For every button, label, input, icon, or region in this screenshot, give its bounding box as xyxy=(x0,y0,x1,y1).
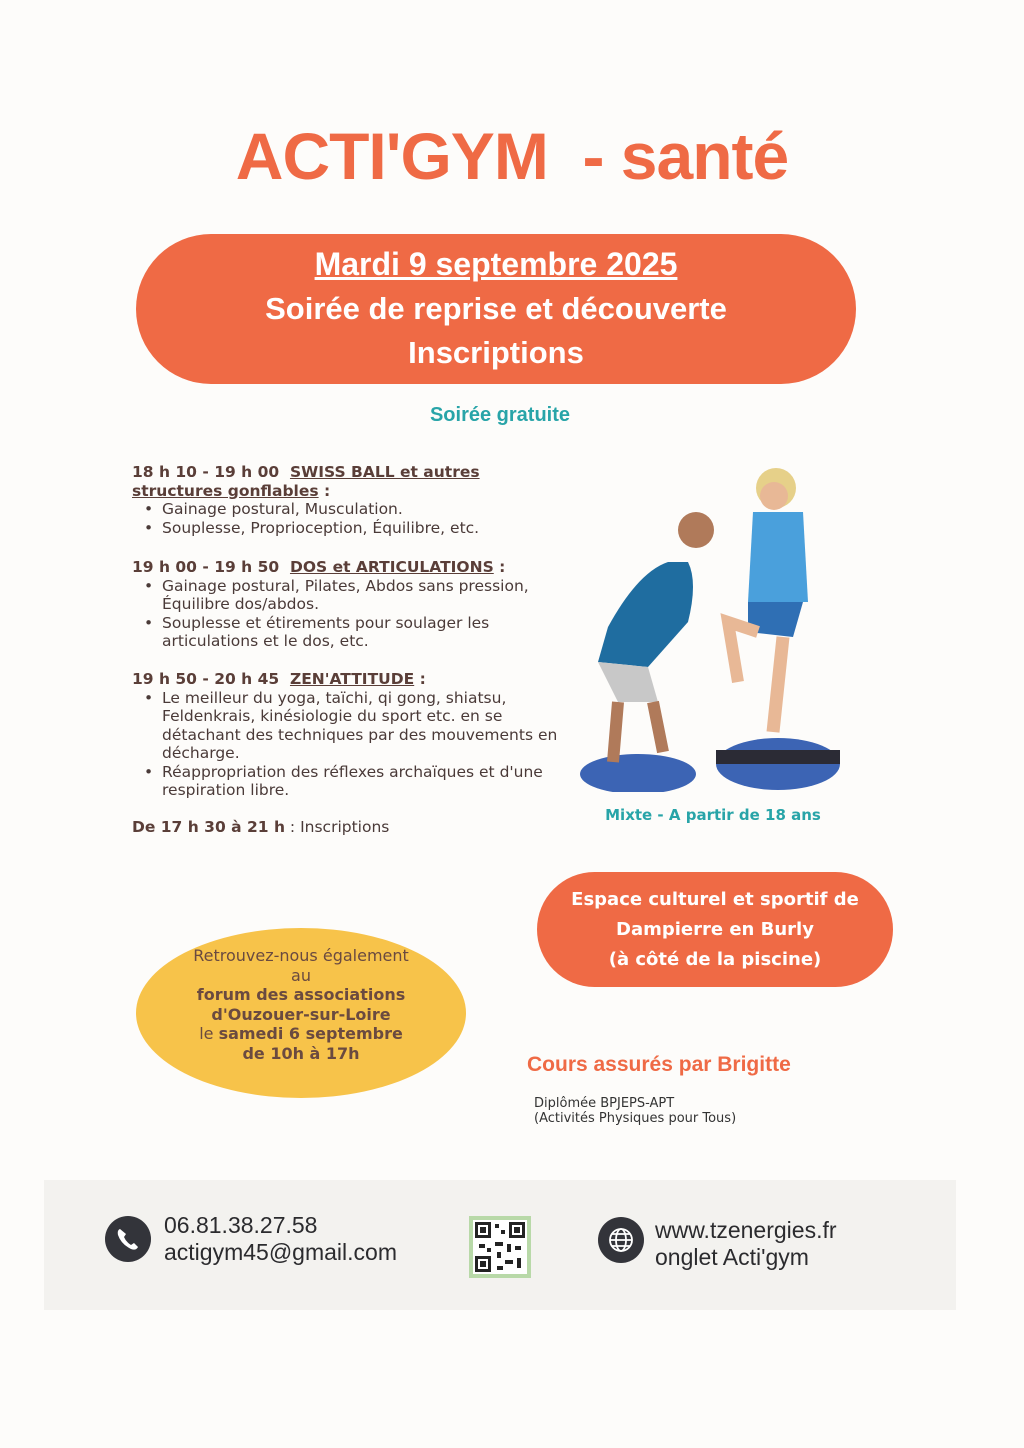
website-info xyxy=(655,1217,837,1271)
program-name: DOS et ARTICULATIONS xyxy=(289,558,494,576)
qr-code xyxy=(469,1216,531,1278)
forum-bubble: Retrouvez-nous également au forum des associations d'Ouzouer-sur-Loire le samedi 6 septembre de 10h à 17h xyxy=(136,928,466,1098)
fitness-photo xyxy=(578,452,840,792)
program-time: 18 h 10 - 19 h 00 xyxy=(132,463,280,481)
list-item: • Le meilleur du yoga, taïchi, qi gong, shiatsu, Feldenkrais, kinésiologie du sport etc. en se détachant des techniques par des mouvements en décharge. xyxy=(162,689,572,763)
event-subtitle: Soirée de reprise et découverte xyxy=(265,291,727,326)
list-item: • Gainage postural, Musculation. xyxy=(162,500,572,519)
program-time: 19 h 50 - 20 h 45 xyxy=(132,670,280,688)
list-item: • Gainage postural, Pilates, Abdos sans pression, Équilibre dos/abdos. xyxy=(162,577,572,614)
program-time: 19 h 00 - 19 h 50 xyxy=(132,558,280,576)
globe-icon xyxy=(598,1217,644,1263)
coach-heading: Cours assurés par Brigitte xyxy=(527,1053,791,1076)
audience-label: Mixte - A partir de 18 ans xyxy=(605,806,821,824)
registration-line: De 17 h 30 à 21 h : Inscriptions xyxy=(132,818,390,836)
event-banner xyxy=(136,234,856,384)
website-link[interactable]: www.tzenergies.fr xyxy=(655,1217,837,1243)
phone-email xyxy=(164,1212,397,1266)
diploma-note: Diplômée BPJEPS-APT (Activités Physiques pour Tous) xyxy=(534,1096,737,1126)
event-registration: Inscriptions xyxy=(408,335,584,370)
free-label: Soirée gratuite xyxy=(429,404,571,426)
program-block-3: 19 h 50 - 20 h 45 ZEN'ATTITUDE : • Le meilleur du yoga, taïchi, qi gong, shiatsu, Feldenkrais, kinésiologie du sport etc. en se détachant des techniques par des mouvements en décharge. • Réappropriation des réflexes archaïques et d'une respiration libre. xyxy=(132,670,572,800)
poster-title: ACTI'GYM - santé xyxy=(235,119,789,193)
program-name: ZEN'ATTITUDE xyxy=(289,670,415,688)
program-block-1: 18 h 10 - 19 h 00 SWISS BALL et autres structures gonflables : • Gainage postural, Musculation. • Souplesse, Proprioception, Équilibre, etc. xyxy=(132,463,572,537)
list-item: • Souplesse, Proprioception, Équilibre, etc. xyxy=(162,519,572,538)
phone-icon xyxy=(105,1216,151,1262)
list-item: • Souplesse et étirements pour soulager les articulations et le dos, etc. xyxy=(162,614,572,651)
phone-number[interactable]: 06.81.38.27.58 xyxy=(164,1212,318,1238)
list-item: • Réappropriation des réflexes archaïques et d'une respiration libre. xyxy=(162,763,572,800)
event-date: Mardi 9 septembre 2025 xyxy=(314,246,678,282)
email-address[interactable]: actigym45@gmail.com xyxy=(164,1239,397,1265)
program-block-2: 19 h 00 - 19 h 50 DOS et ARTICULATIONS : • Gainage postural, Pilates, Abdos sans pression, Équilibre dos/abdos. • Souplesse et étirements pour soulager les articulations et le dos, etc. xyxy=(132,558,572,651)
website-note: onglet Acti'gym xyxy=(655,1244,809,1270)
venue-badge: Espace culturel et sportif de Dampierre en Burly (à côté de la piscine) xyxy=(537,872,893,987)
program-name: SWISS BALL et autres structures gonflables xyxy=(132,463,480,500)
